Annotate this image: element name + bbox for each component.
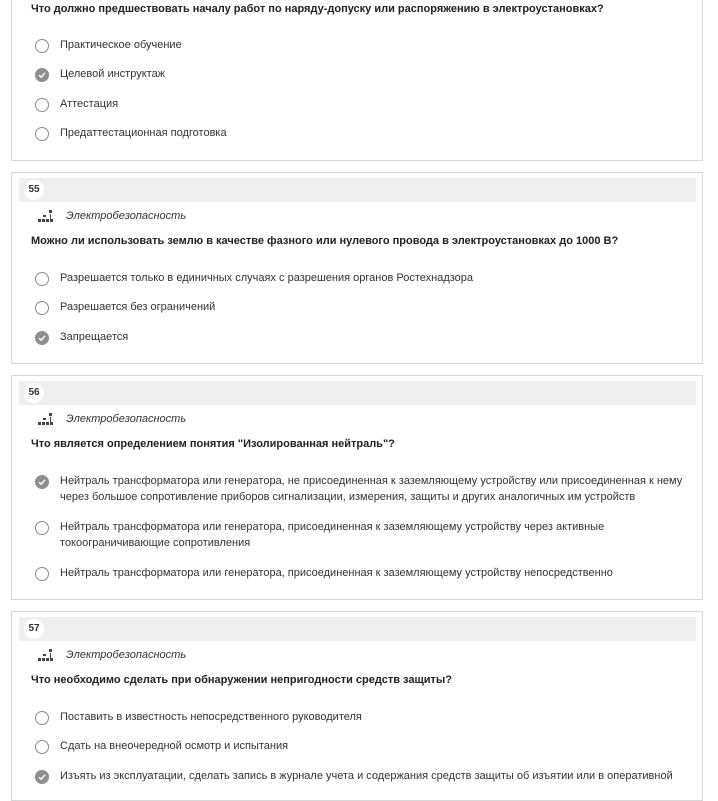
radio-button-checked[interactable] — [35, 68, 49, 82]
radio-button[interactable] — [35, 740, 49, 754]
category-row — [38, 209, 186, 223]
answer-option[interactable] — [35, 331, 690, 345]
card-header — [19, 617, 696, 641]
answer-label: Разрешается без ограничений — [60, 301, 216, 313]
radio-button-checked[interactable] — [35, 331, 49, 345]
answer-option[interactable] — [35, 521, 690, 551]
answer-label: Запрещается — [60, 331, 129, 343]
answer-option[interactable] — [35, 272, 690, 286]
hierarchy-icon — [38, 210, 54, 222]
card-header — [19, 178, 696, 202]
radio-button[interactable] — [35, 301, 49, 315]
question-number-badge: 57 — [24, 619, 44, 639]
answer-option[interactable] — [35, 711, 690, 725]
answer-label: Нейтраль трансформатора или генератора, присоединенная к заземляющему устройству через активные токоограничивающие сопротивления — [60, 521, 605, 549]
category-label: Электробезопасность — [66, 649, 187, 661]
answer-option[interactable] — [35, 68, 690, 82]
question-text: Можно ли использовать землю в качестве фазного или нулевого провода в электроустановках до 1000 В? — [31, 235, 619, 247]
checkmark-icon — [38, 334, 46, 342]
answer-option[interactable] — [35, 475, 690, 505]
category-row — [38, 648, 186, 662]
category-label: Электробезопасность — [66, 413, 187, 425]
question-card-56 — [11, 375, 703, 600]
answer-option[interactable] — [35, 301, 690, 315]
answer-option[interactable] — [35, 98, 690, 112]
answer-label: Поставить в известность непосредственного руководителя — [60, 711, 362, 723]
checkmark-icon — [38, 773, 46, 781]
question-card-57 — [11, 611, 703, 801]
answer-label: Нейтраль трансформатора или генератора, не присоединенная к заземляющему устройству или присоединенная к нему через большое сопротивление приборов сигнализации, измерения, защиты и других аналогичных им устройств — [60, 475, 683, 503]
checkmark-icon — [38, 71, 46, 79]
question-number-badge: 55 — [24, 180, 44, 200]
question-card-55 — [11, 172, 703, 364]
answer-label: Сдать на внеочередной осмотр и испытания — [60, 740, 289, 752]
question-card-54 — [11, 0, 703, 161]
category-label: Электробезопасность — [66, 210, 187, 222]
answer-label: Изъять из эксплуатации, сделать запись в журнале учета и содержания средств защиты об изъятии или в оперативной — [60, 770, 673, 782]
radio-button[interactable] — [35, 127, 49, 141]
category-row — [38, 412, 186, 426]
answer-label: Нейтраль трансформатора или генератора, присоединенная к заземляющему устройству непосредственно — [60, 567, 613, 579]
answer-label: Предаттестационная подготовка — [60, 127, 227, 139]
card-header — [19, 381, 696, 405]
answer-option[interactable] — [35, 39, 690, 53]
radio-button[interactable] — [35, 272, 49, 286]
radio-button[interactable] — [35, 567, 49, 581]
answer-label: Практическое обучение — [60, 39, 182, 51]
radio-button[interactable] — [35, 39, 49, 53]
question-text: Что является определением понятия "Изолированная нейтраль"? — [31, 438, 395, 450]
checkmark-icon — [38, 478, 46, 486]
question-text: Что должно предшествовать началу работ по наряду-допуску или распоряжению в электроустановках? — [31, 3, 604, 15]
answer-option[interactable] — [35, 567, 690, 581]
answer-label: Разрешается только в единичных случаях с разрешения органов Ростехнадзора — [60, 272, 474, 284]
radio-button[interactable] — [35, 521, 49, 535]
question-number-badge: 56 — [24, 383, 44, 403]
answer-option[interactable] — [35, 740, 690, 754]
radio-button-checked[interactable] — [35, 475, 49, 489]
radio-button[interactable] — [35, 711, 49, 725]
answer-option[interactable] — [35, 127, 690, 141]
hierarchy-icon — [38, 649, 54, 661]
question-text: Что необходимо сделать при обнаружении непригодности средств защиты? — [31, 674, 453, 686]
radio-button[interactable] — [35, 98, 49, 112]
answer-label: Аттестация — [60, 98, 119, 110]
hierarchy-icon — [38, 413, 54, 425]
answer-label: Целевой инструктаж — [60, 68, 166, 80]
